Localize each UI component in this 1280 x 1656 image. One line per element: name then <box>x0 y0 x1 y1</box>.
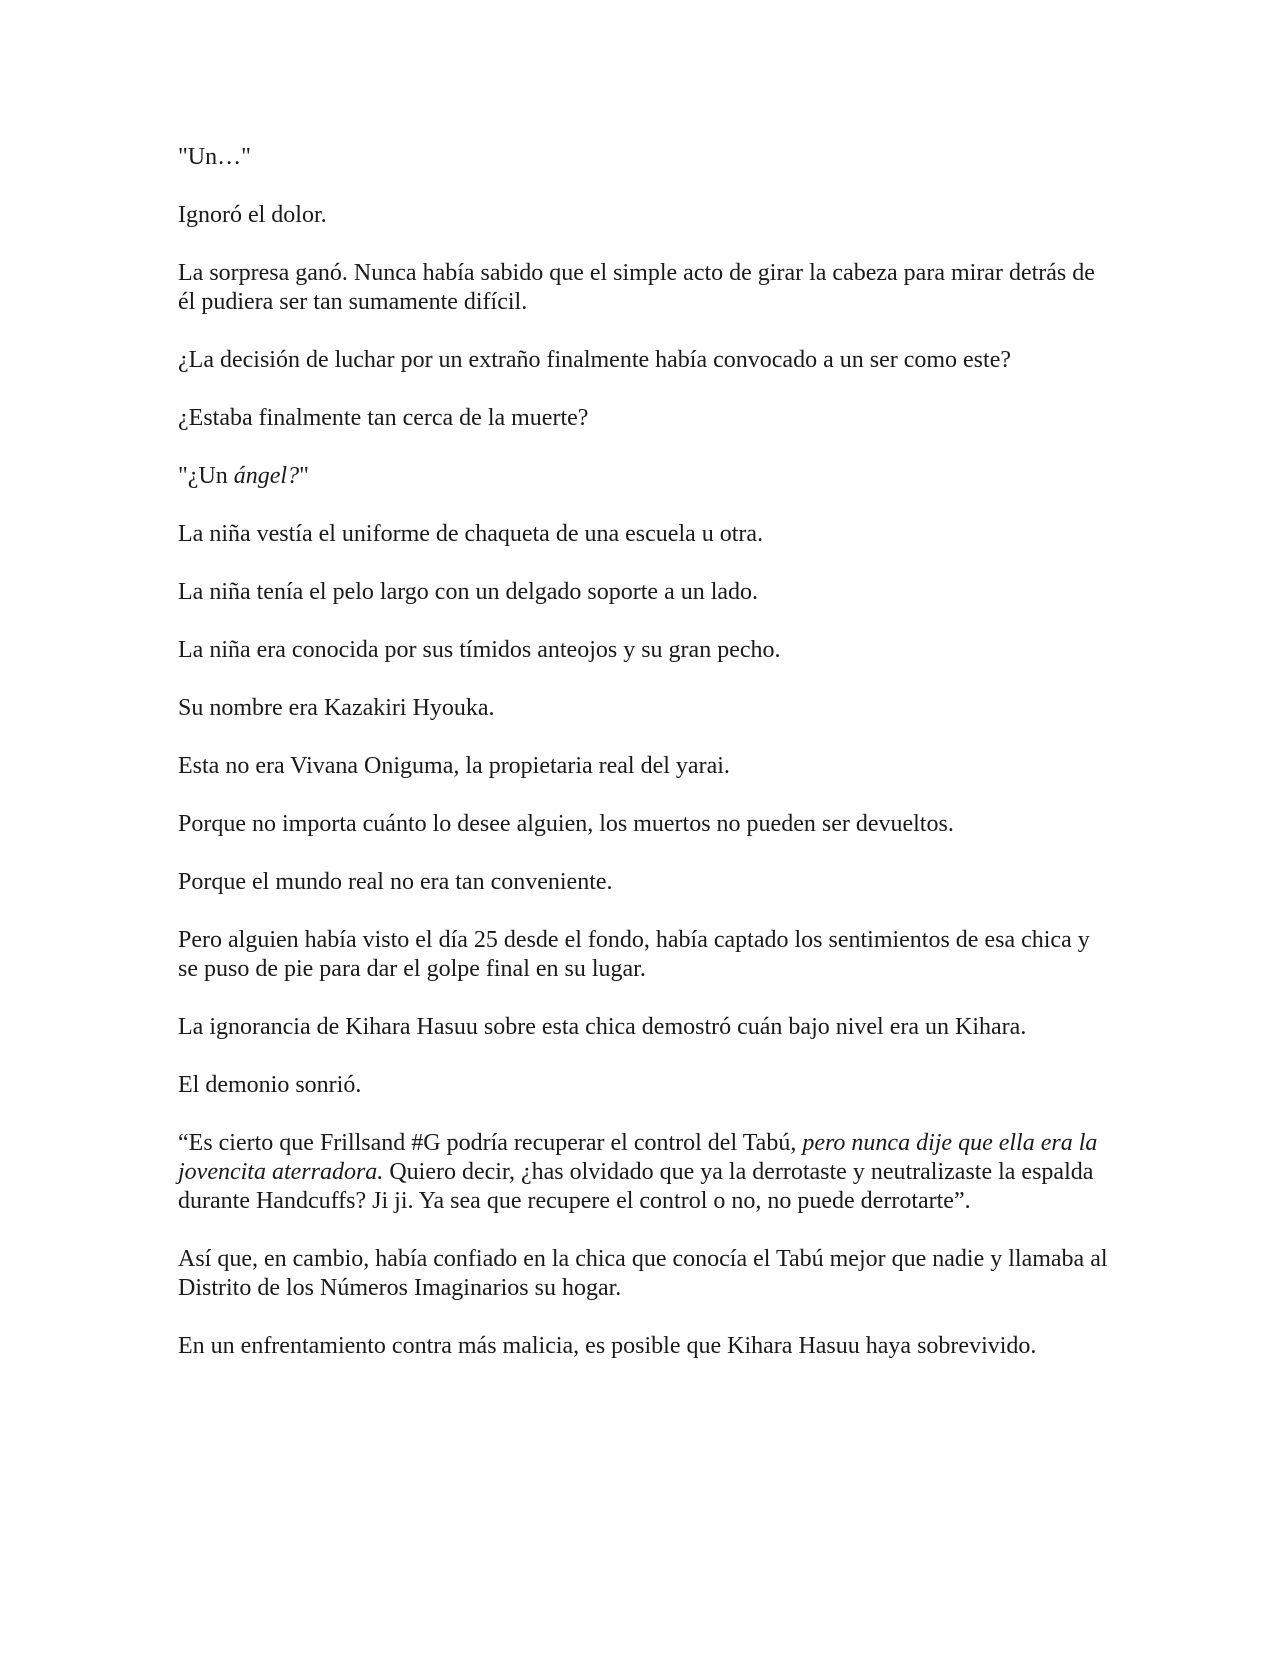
paragraph-text: Quiero decir, ¿has olvidado que ya la derrotaste y neutralizaste la espalda durante Handcuffs? Ji ji. Ya sea que recupere el control o no, no puede derrotarte”. <box>178 1159 1094 1214</box>
paragraph: Ignoró el dolor. <box>178 202 327 228</box>
paragraph: El demonio sonrió. <box>178 1072 362 1098</box>
paragraph: En un enfrentamiento contra más malicia, es posible que Kihara Hasuu haya sobrevivido. <box>178 1333 1037 1359</box>
italic-text: pero nunca dije que ella era la jovencita aterradora. <box>178 1130 1098 1185</box>
paragraph: La sorpresa ganó. Nunca había sabido que el simple acto de girar la cabeza para mirar detrás de él pudiera ser tan sumamente difícil. <box>178 260 1095 315</box>
paragraph: Esta no era Vivana Oniguma, la propietaria real del yarai. <box>178 753 730 779</box>
paragraph: Así que, en cambio, había confiado en la chica que conocía el Tabú mejor que nadie y llamaba al Distrito de los Números Imaginarios su hogar. <box>178 1246 1108 1301</box>
paragraph: La ignorancia de Kihara Hasuu sobre esta chica demostró cuán bajo nivel era un Kihara. <box>178 1014 1027 1040</box>
paragraph: ¿La decisión de luchar por un extraño finalmente había convocado a un ser como este? <box>178 347 1011 373</box>
paragraph: Su nombre era Kazakiri Hyouka. <box>178 695 495 721</box>
italic-text: ángel? <box>233 463 300 489</box>
paragraph: La niña vestía el uniforme de chaqueta de una escuela u otra. <box>178 521 764 547</box>
paragraph-text: "¿Un <box>178 463 234 489</box>
paragraph <box>178 462 1108 491</box>
paragraph: ¿Estaba finalmente tan cerca de la muerte? <box>178 405 589 431</box>
paragraph: Porque no importa cuánto lo desee alguien, los muertos no pueden ser devueltos. <box>178 811 954 837</box>
paragraph: "Un…" <box>178 144 251 170</box>
paragraph: Pero alguien había visto el día 25 desde el fondo, había captado los sentimientos de esa chica y se puso de pie para dar el golpe final en su lugar. <box>178 927 1090 982</box>
paragraph-text: " <box>299 463 309 489</box>
paragraph-text: “Es cierto que Frillsand #G podría recuperar el control del Tabú, <box>178 1130 803 1156</box>
paragraph: La niña tenía el pelo largo con un delgado soporte a un lado. <box>178 579 759 605</box>
document-body <box>178 143 1108 1390</box>
paragraph <box>178 1129 1108 1216</box>
paragraph: Porque el mundo real no era tan conveniente. <box>178 869 613 895</box>
paragraph: La niña era conocida por sus tímidos anteojos y su gran pecho. <box>178 637 781 663</box>
